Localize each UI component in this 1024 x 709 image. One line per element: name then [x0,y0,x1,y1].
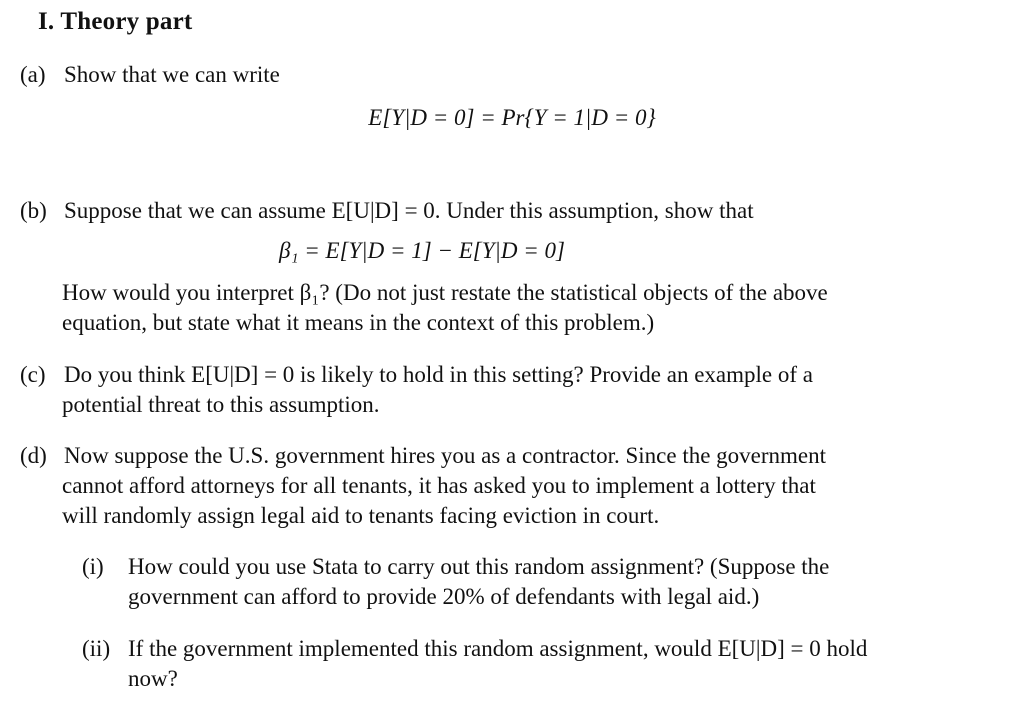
item-d-i-line2: government can afford to provide 20% of defendants with legal aid.) [128,584,760,609]
item-b-text [20,196,754,226]
item-d-line3: will randomly assign legal aid to tenants facing eviction in court. [62,503,660,528]
item-a-text [20,60,280,90]
item-a-statement: Show that we can write [64,62,280,87]
item-d-i-label: (i) [82,554,104,579]
item-d-line1: Now suppose the U.S. government hires you as a contractor. Since the government [64,443,827,468]
item-b-line3: equation, but state what it means in the context of this problem.) [62,310,655,335]
item-b-label: (b) [20,198,47,223]
item-d-i-line1: How could you use Stata to carry out this random assignment? (Suppose the [128,554,830,579]
item-d-line2: cannot afford attorneys for all tenants, it has asked you to implement a lottery that [62,473,816,498]
item-b-statement: Suppose that we can assume E[U|D] = 0. Under this assumption, show that [64,198,754,223]
section-title: I. Theory part [38,8,193,35]
item-b-line2: How would you interpret β₁? (Do not just restate the statistical objects of the above [62,280,828,305]
item-d-ii-label: (ii) [82,636,111,661]
item-c-text [20,360,813,390]
item-d-i-text [82,552,829,582]
item-a-label: (a) [20,62,46,87]
item-c-label: (c) [20,362,46,387]
item-a-equation: E[Y|D = 0] = Pr{Y = 1|D = 0} [368,105,656,130]
item-d-label: (d) [20,443,47,468]
item-d-ii-line1: If the government implemented this random assignment, would E[U|D] = 0 hold [128,636,868,661]
item-b-equation: β₁ = E[Y|D = 1] − E[Y|D = 0] [279,238,565,263]
item-d-ii-line2: now? [128,666,178,691]
item-d-ii-text [82,634,867,664]
item-d-text [20,441,826,471]
item-c-line1: Do you think E[U|D] = 0 is likely to hold in this setting? Provide an example of a [64,362,813,387]
item-c-line2: potential threat to this assumption. [62,392,380,417]
